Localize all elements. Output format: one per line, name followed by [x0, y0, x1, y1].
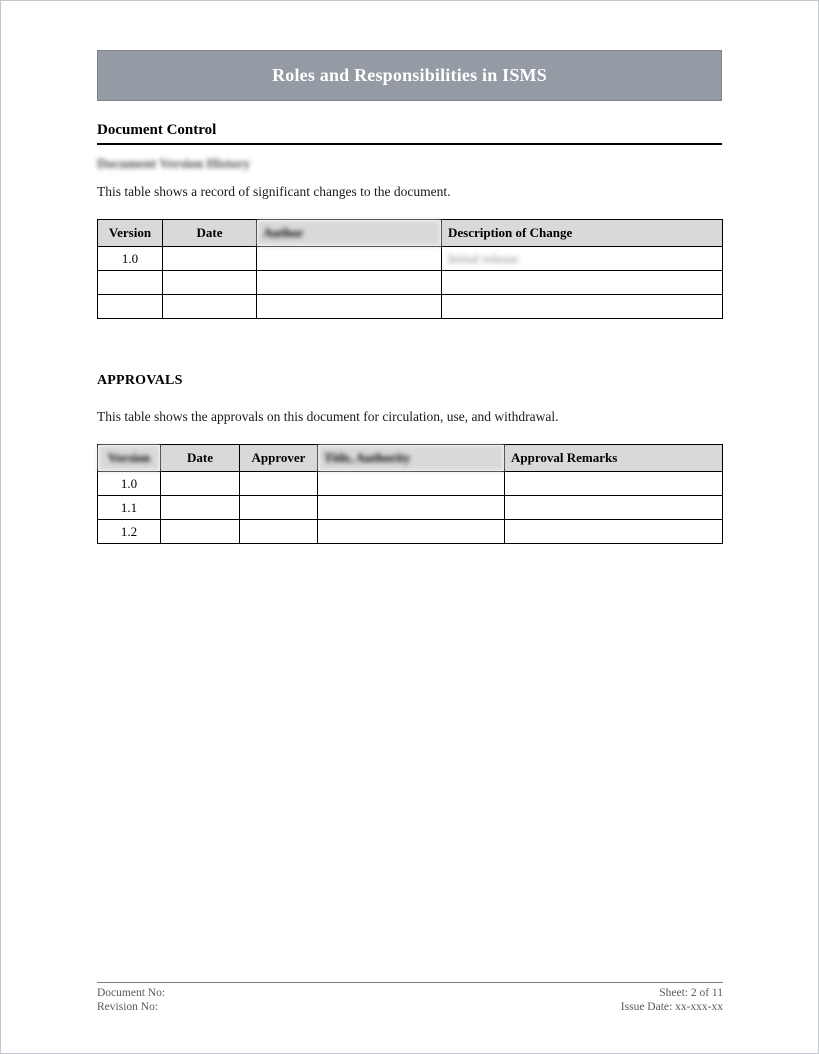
table-row [98, 472, 723, 496]
ap-cell-approver [240, 472, 318, 496]
ap-cell-date [161, 496, 240, 520]
approvals-intro: This table shows the approvals on this document for circulation, use, and withdrawal. [97, 409, 559, 424]
ap-cell-approver [240, 496, 318, 520]
ap-cell-version: 1.2 [98, 520, 161, 544]
document-control-heading: Document Control [97, 122, 722, 145]
footer-left [97, 986, 165, 1014]
table-row [98, 247, 723, 271]
vh-cell-version [98, 295, 163, 319]
vh-cell-version: 1.0 [98, 247, 163, 271]
page-content [97, 50, 722, 544]
table-row [98, 295, 723, 319]
table-row [98, 520, 723, 544]
ap-header-date: Date [161, 445, 240, 472]
vh-header-author: Author [257, 220, 442, 247]
ap-cell-title [318, 496, 505, 520]
page-title: Roles and Responsibilities in ISMS [272, 65, 547, 85]
vh-cell-date [163, 271, 257, 295]
ap-cell-version: 1.1 [98, 496, 161, 520]
vh-cell-author [257, 247, 442, 271]
approvals-heading: APPROVALS [97, 373, 183, 388]
issue-date: Issue Date: xx-xxx-xx [620, 1001, 723, 1013]
ap-cell-approver [240, 520, 318, 544]
ap-cell-remarks [505, 520, 723, 544]
vh-cell-date [163, 295, 257, 319]
vh-cell-date [163, 247, 257, 271]
revision-no-label: Revision No: [97, 1001, 159, 1013]
table-header-row [98, 220, 723, 247]
ap-cell-version: 1.0 [98, 472, 161, 496]
vh-cell-description: Initial release [442, 247, 723, 271]
version-history-intro: This table shows a record of significant changes to the document. [97, 184, 451, 199]
ap-cell-remarks [505, 472, 723, 496]
version-history-table [97, 219, 723, 319]
page-footer [97, 982, 723, 1014]
vh-cell-description [442, 295, 723, 319]
version-history-subheading: Document Version History [97, 156, 250, 171]
vh-cell-version [98, 271, 163, 295]
ap-cell-title [318, 520, 505, 544]
vh-header-date: Date [163, 220, 257, 247]
ap-header-version: Version [98, 445, 161, 472]
vh-cell-author [257, 271, 442, 295]
sheet-number: Sheet: 2 of 11 [659, 987, 723, 999]
ap-cell-title [318, 472, 505, 496]
ap-header-approver: Approver [240, 445, 318, 472]
ap-cell-remarks [505, 496, 723, 520]
vh-header-version: Version [98, 220, 163, 247]
table-header-row [98, 445, 723, 472]
approvals-table [97, 444, 723, 544]
ap-header-title-authority: Title, Authority [318, 445, 505, 472]
table-row [98, 271, 723, 295]
ap-cell-date [161, 520, 240, 544]
vh-cell-description [442, 271, 723, 295]
vh-header-description: Description of Change [442, 220, 723, 247]
table-row [98, 496, 723, 520]
document-no-label: Document No: [97, 987, 166, 999]
footer-right [621, 986, 723, 1014]
title-banner [97, 50, 722, 101]
ap-cell-date [161, 472, 240, 496]
ap-header-remarks: Approval Remarks [505, 445, 723, 472]
vh-cell-author [257, 295, 442, 319]
